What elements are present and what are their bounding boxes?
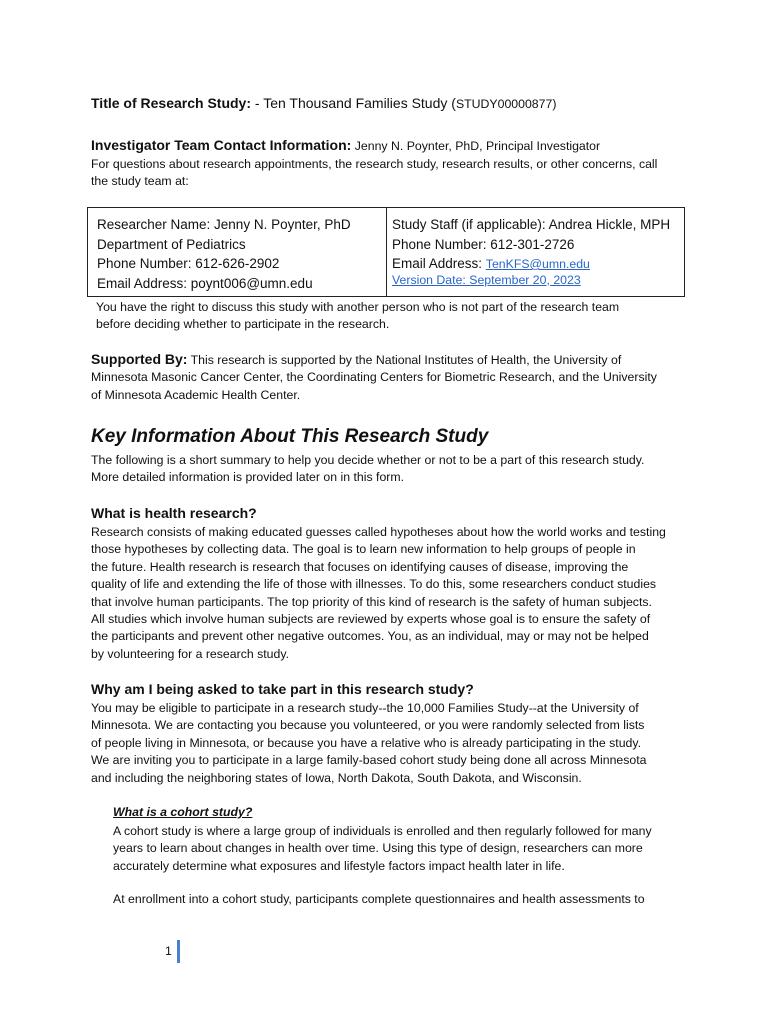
version-date: Version Date: September 20, 2023	[392, 272, 581, 287]
text-line: of people living in Minnesota, or because you have a relative who is already participating in the study.	[91, 735, 642, 750]
supported-by	[91, 351, 691, 404]
text-line: Minnesota Masonic Cancer Center, the Coordinating Centers for Biometric Research, and the University	[91, 370, 657, 385]
text-line: More detailed information is provided later on in this form.	[91, 470, 405, 485]
staff-contact	[392, 215, 670, 290]
researcher-email: Email Address: poynt006@umn.edu	[97, 275, 313, 291]
text-line: before deciding whether to participate in the research.	[96, 317, 390, 332]
study-code: STUDY00000877)	[455, 97, 557, 111]
study-title-value: - Ten Thousand Families Study (	[251, 95, 456, 111]
enrollment-text: At enrollment into a cohort study, participants complete questionnaires and health assessments to	[113, 892, 645, 906]
key-info-heading: Key Information About This Research Study	[91, 426, 489, 447]
text-line: by volunteering for a research study.	[91, 646, 289, 661]
text-line: You may be eligible to participate in a research study--the 10,000 Families Study--at the University of	[91, 701, 639, 715]
text-line: Minnesota. We are contacting you because you volunteered, or you were randomly selected from lists	[91, 718, 645, 733]
staff-name: Study Staff (if applicable): Andrea Hickle, MPH	[392, 217, 671, 232]
text-line: that involve human participants. The top priority of this kind of research is the safety of human subjects.	[91, 594, 652, 609]
staff-email-label: Email Address:	[392, 256, 486, 271]
text-line: For questions about research appointments, the research study, research results, or other concerns, call	[91, 157, 658, 171]
investigator-value: Jenny N. Poynter, PhD, Principal Investigator	[351, 139, 601, 153]
contact-table	[87, 207, 685, 297]
investigator-label: Investigator Team Contact Information:	[91, 137, 352, 153]
why-asked-text	[91, 700, 691, 787]
text-line: A cohort study is where a large group of individuals is enrolled and then regularly followed for many	[113, 824, 652, 838]
text-line: the study team at:	[91, 174, 189, 189]
investigator-text	[91, 156, 691, 191]
cohort-text	[113, 823, 693, 875]
text-line: the future. Health research is research that focuses on identifying causes of disease, improving the	[91, 559, 629, 574]
researcher-name: Researcher Name: Jenny N. Poynter, PhD	[97, 217, 351, 232]
table-divider	[386, 208, 387, 296]
text-line: of Minnesota Academic Health Center.	[91, 387, 301, 402]
researcher-department: Department of Pediatrics	[97, 236, 246, 252]
key-info-text	[91, 452, 691, 487]
text-line: years to learn about changes in health over time. Using this type of design, researchers can more	[113, 841, 643, 856]
text-line: Research consists of making educated guesses called hypotheses about how the world works and testing	[91, 525, 666, 539]
text-line: and including the neighboring states of Iowa, North Dakota, South Dakota, and Wisconsin.	[91, 770, 582, 785]
text-line: We are inviting you to participate in a large family-based cohort study being done all across Minnesota	[91, 753, 647, 768]
researcher-contact	[97, 215, 351, 293]
investigator-heading	[91, 137, 600, 153]
text-line: accurately determine what exposures and lifestyle factors impact health later in life.	[113, 858, 565, 873]
health-research-heading: What is health research?	[91, 505, 257, 521]
why-asked-heading: Why am I being asked to take part in this research study?	[91, 681, 474, 697]
text-line: The following is a short summary to help you decide whether or not to be a part of this research study.	[91, 453, 645, 467]
supported-by-first-line: This research is supported by the National Institutes of Health, the University of	[187, 353, 622, 367]
supported-by-label: Supported By:	[91, 351, 188, 367]
page-number: 1	[165, 944, 172, 958]
text-line: those hypotheses by collecting data. The goal is to learn new information to help groups of people in	[91, 542, 636, 557]
study-title	[91, 95, 556, 111]
researcher-phone: Phone Number: 612-626-2902	[97, 256, 280, 271]
text-line	[91, 351, 691, 369]
study-title-label: Title of Research Study:	[91, 95, 252, 111]
staff-email-link[interactable]: TenKFS@umn.edu	[485, 257, 590, 271]
text-line: quality of life and extending the life of those with illnesses. To do this, some researchers conduct studies	[91, 577, 657, 592]
staff-phone: Phone Number: 612-301-2726	[392, 236, 575, 252]
health-research-text	[91, 524, 691, 663]
cohort-heading: What is a cohort study?	[113, 805, 253, 819]
text-line: the participants and prevent other negative outcomes. You, as an individual, may or may not be helped	[91, 629, 649, 644]
text-line: All studies which involve human subjects are reviewed by experts whose goal is to ensure the safety of	[91, 612, 651, 627]
rights-statement	[96, 299, 686, 334]
text-line: You have the right to discuss this study with another person who is not part of the research team	[96, 300, 620, 314]
page-number-bar	[177, 940, 180, 963]
